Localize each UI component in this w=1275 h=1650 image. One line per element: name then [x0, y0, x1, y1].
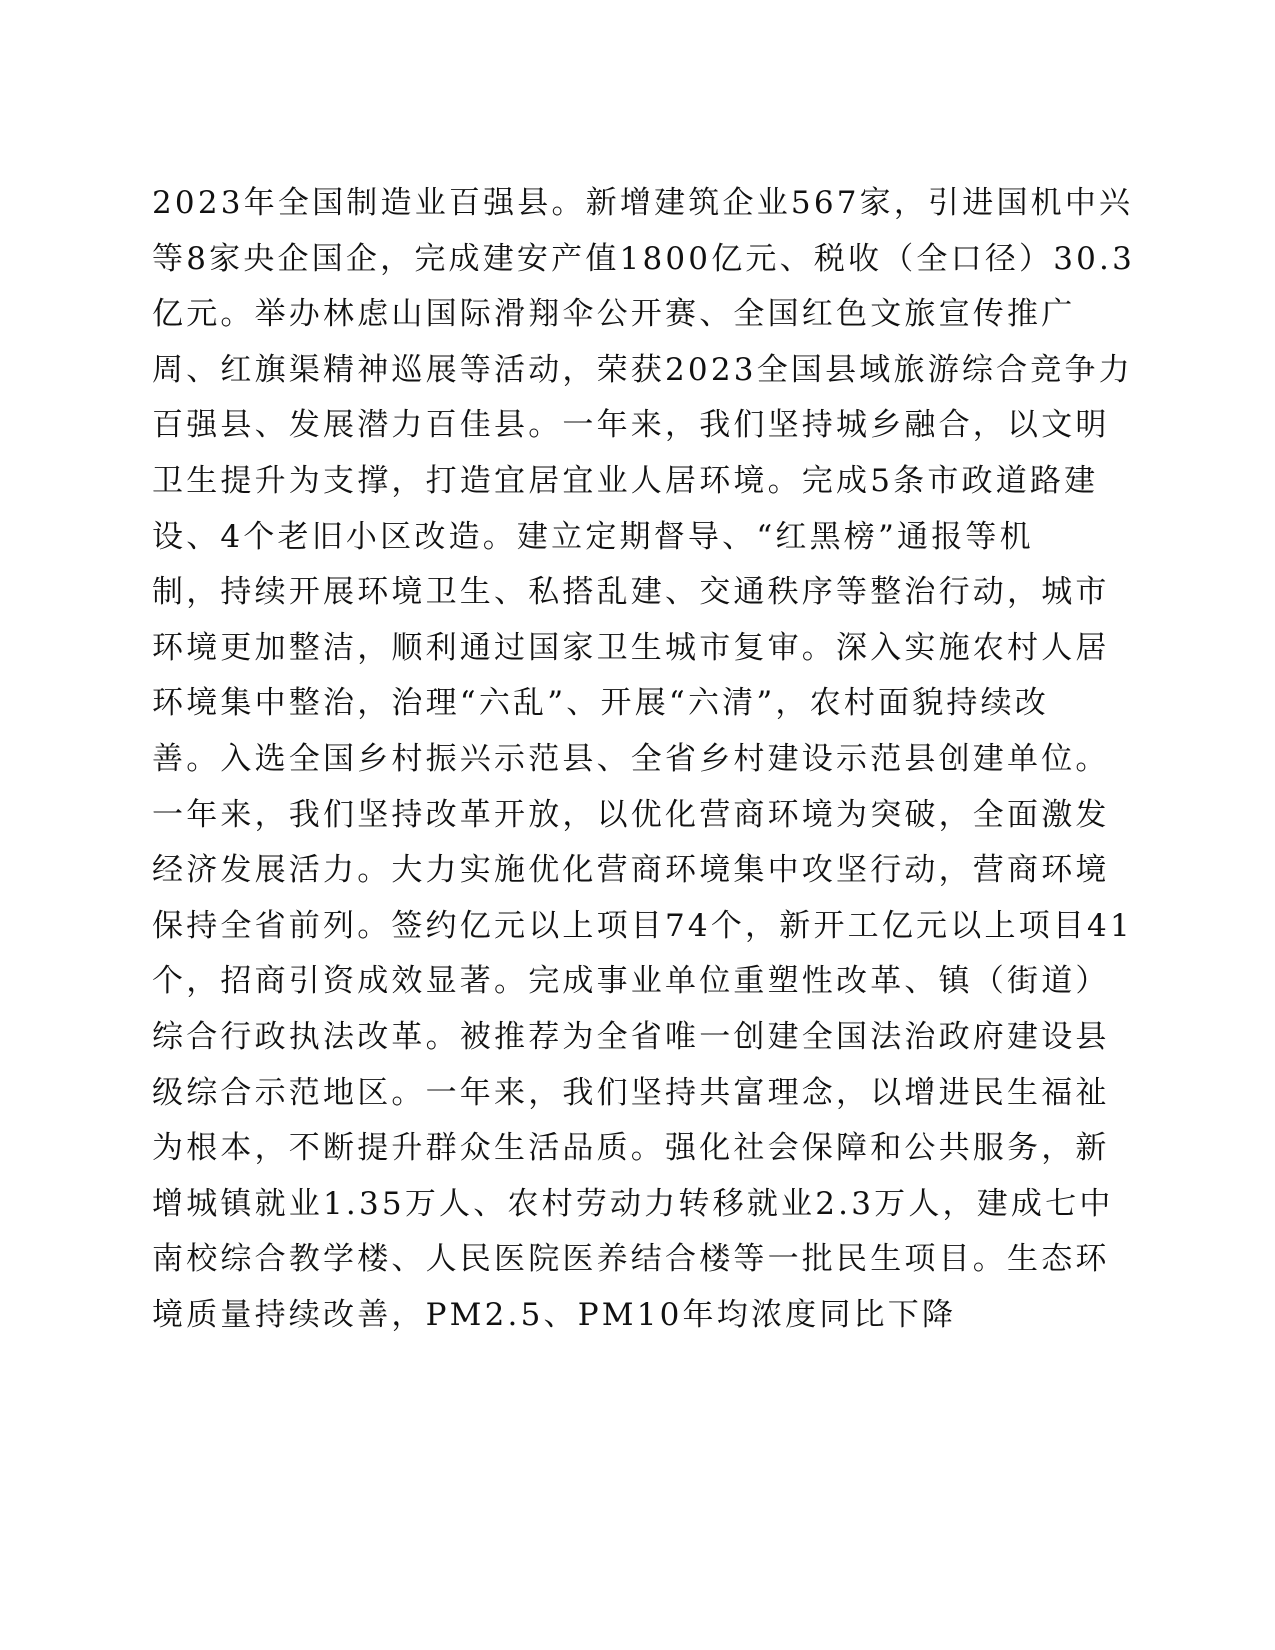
- text-line-7: 设、4个老旧小区改造。建立定期督导、“红黑榜”通报等机: [152, 518, 1034, 555]
- text-line-15: 个，招商引资成效显著。完成事业单位重塑性改革、镇（街道）: [152, 963, 1110, 1000]
- text-line-5: 百强县、发展潜力百佳县。一年来，我们坚持城乡融合，以文明: [152, 407, 1110, 444]
- text-line-19: 增城镇就业1.35万人、农村劳动力转移就业2.3万人，建成七中: [152, 1185, 1114, 1222]
- text-line-20: 南校综合教学楼、人民医院医养结合楼等一批民生项目。生态环: [152, 1241, 1110, 1278]
- text-line-2: 等8家央企国企，完成建安产值1800亿元、税收（全口径）30.3: [152, 240, 1136, 277]
- text-line-3: 亿元。举办林虑山国际滑翔伞公开赛、全国红色文旅宣传推广: [152, 296, 1076, 333]
- text-line-13: 经济发展活力。大力实施优化营商环境集中攻坚行动，营商环境: [152, 852, 1110, 889]
- text-line-1: 2023年全国制造业百强县。新增建筑企业567家，引进国机中兴: [152, 185, 1134, 221]
- text-line-9: 环境更加整洁，顺利通过国家卫生城市复审。深入实施农村人居: [152, 629, 1110, 666]
- text-line-4: 周、红旗渠精神巡展等活动，荣获2023全国县域旅游综合竞争力: [152, 351, 1133, 388]
- text-line-10: 环境集中整治，治理“六乱”、开展“六清”，农村面貌持续改: [152, 685, 1049, 722]
- body-paragraph: [152, 176, 1136, 1343]
- text-line-21: 境质量持续改善，PM2.5、PM10年均浓度同比下降: [152, 1296, 957, 1333]
- text-line-6: 卫生提升为支撑，打造宜居宜业人居环境。完成5条市政道路建: [152, 462, 1099, 499]
- text-line-8: 制，持续开展环境卫生、私搭乱建、交通秩序等整治行动，城市: [152, 574, 1110, 611]
- text-line-17: 级综合示范地区。一年来，我们坚持共富理念，以增进民生福祉: [152, 1074, 1110, 1111]
- text-line-14: 保持全省前列。签约亿元以上项目74个，新开工亿元以上项目41: [152, 907, 1133, 944]
- text-line-16: 综合行政执法改革。被推荐为全省唯一创建全国法治政府建设县: [152, 1018, 1110, 1055]
- text-line-18: 为根本，不断提升群众生活品质。强化社会保障和公共服务，新: [152, 1130, 1110, 1167]
- text-line-11: 善。入选全国乡村振兴示范县、全省乡村建设示范县创建单位。: [152, 740, 1110, 777]
- text-line-12: 一年来，我们坚持改革开放，以优化营商环境为突破，全面激发: [152, 796, 1110, 833]
